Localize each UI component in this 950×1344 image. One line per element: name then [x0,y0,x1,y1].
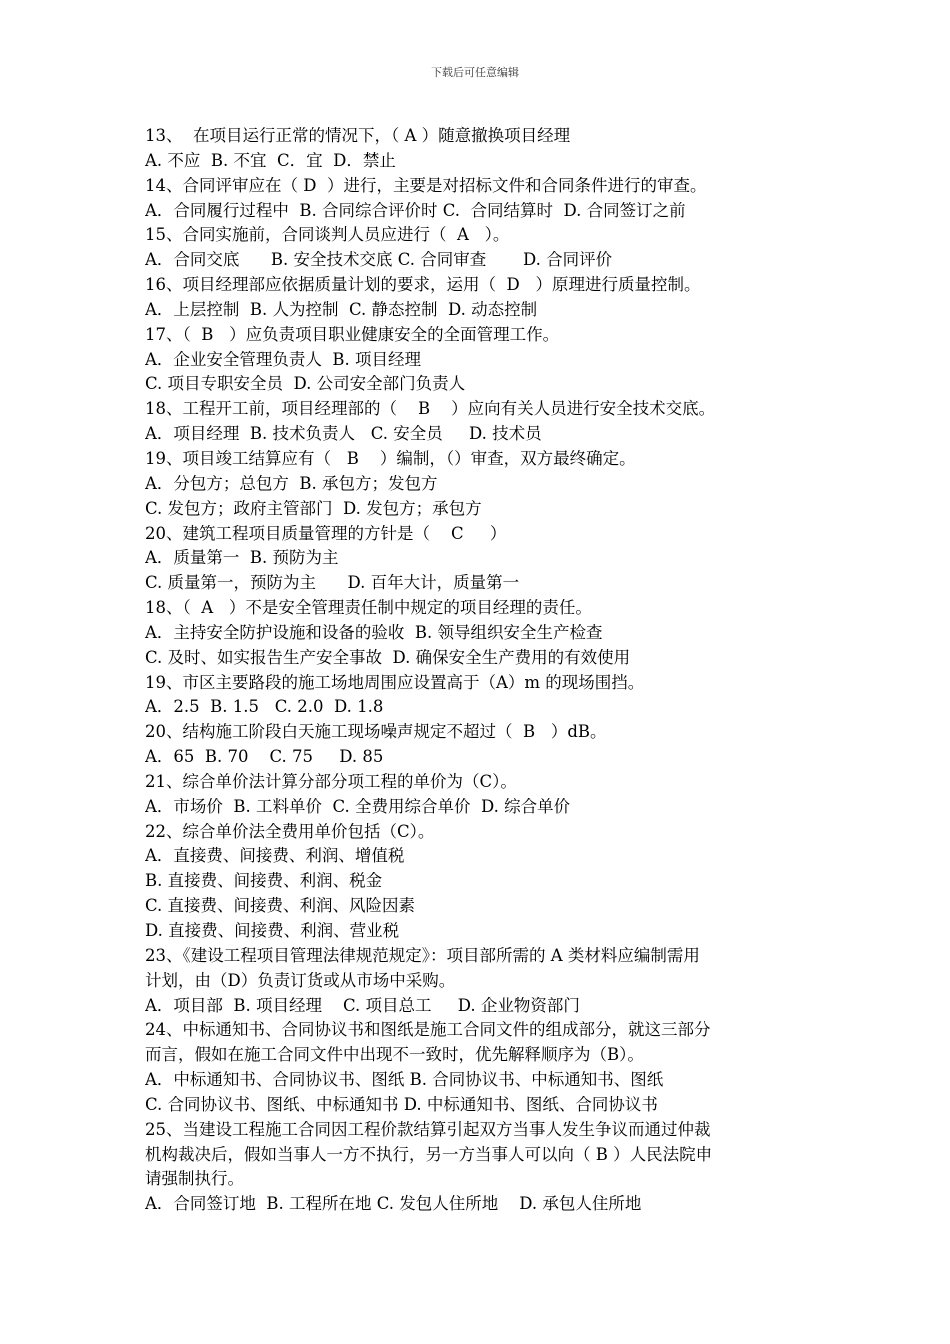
text-line: A．企业安全管理负责人 B. 项目经理 [145,349,422,369]
text-line: 21、综合单价法计算分部分项工程的单价为（C）。 [145,771,517,791]
text-line: 16、项目经理部应依据质量计划的要求，运用（ D ）原理进行质量控制。 [145,275,701,295]
text-line: A．质量第一 B. 预防为主 [145,548,339,568]
text-line: 23、《建设工程项目管理法律规范规定》：项目部所需的 A 类材料应编制需用 [145,945,700,965]
text-line: C. 发包方；政府主管部门 D. 发包方；承包方 [145,498,482,518]
text-line: 20、结构施工阶段白天施工现场噪声规定不超过（ B ）dB。 [145,722,607,742]
text-line: A. 不应 B. 不宜 C．宜 D．禁止 [145,150,396,170]
text-line: 请强制执行。 [145,1169,244,1189]
text-line: 17、（ B ）应负责项目职业健康安全的全面管理工作。 [145,324,560,344]
text-line: B. 直接费、间接费、利润、税金 [145,871,383,891]
page-header: 下载后可任意编辑 [431,66,519,79]
text-line: 20、建筑工程项目质量管理的方针是（ C ） [145,523,507,543]
text-line: C. 项目专职安全员 D. 公司安全部门负责人 [145,374,466,394]
text-line: A．市场价 B. 工料单价 C. 全费用综合单价 D. 综合单价 [145,796,571,816]
text-line: 19、项目竣工结算应有（ B ）编制，（）审查，双方最终确定。 [145,448,636,468]
text-line: C. 质量第一，预防为主 D. 百年大计，质量第一 [145,573,520,593]
text-line: D. 直接费、间接费、利润、营业税 [145,921,400,940]
text-line: 18、（ A ）不是安全管理责任制中规定的项目经理的责任。 [145,598,592,618]
text-line: 14、合同评审应在（ D ）进行，主要是对招标文件和合同条件进行的审查。 [145,175,707,195]
text-line: 22、综合单价法全费用单价包括（C）。 [145,821,435,841]
text-line: 计划，由（D）负责订货或从市场中采购。 [145,970,456,990]
text-line: A．合同交底 B. 安全技术交底 C. 合同审查 D. 合同评价 [145,250,613,270]
text-line: 而言，假如在施工合同文件中出现不一致时，优先解释顺序为（B）。 [145,1045,644,1065]
text-line: A．合同签订地 B. 工程所在地 C. 发包人住所地 D. 承包人住所地 [145,1194,642,1214]
text-line: A．中标通知书、合同协议书、图纸 B. 合同协议书、中标通知书、图纸 [145,1070,664,1090]
text-line: C. 直接费、间接费、利润、风险因素 [145,896,416,916]
text-line: A．65 B. 70 C. 75 D. 85 [145,747,384,767]
text-line: A．直接费、间接费、利润、增值税 [145,846,405,866]
text-line: 18、工程开工前，项目经理部的（ B ）应向有关人员进行安全技术交底。 [145,399,716,419]
text-line: A．项目经理 B. 技术负责人 C. 安全员 D. 技术员 [145,424,542,444]
text-line: C. 合同协议书、图纸、中标通知书 D. 中标通知书、图纸、合同协议书 [145,1094,658,1114]
text-line: A．项目部 B. 项目经理 C. 项目总工 D. 企业物资部门 [145,995,580,1015]
text-line: A．主持安全防护设施和设备的验收 B. 领导组织安全生产检查 [145,622,603,642]
text-line: C. 及时、如实报告生产安全事故 D. 确保安全生产费用的有效使用 [145,647,631,667]
text-line: A．合同履行过程中 B. 合同综合评价时 C. 合同结算时 D. 合同签订之前 [145,200,686,220]
text-line: A．2.5 B. 1.5 C. 2.0 D. 1.8 [145,697,384,717]
text-line: A．分包方；总包方 B. 承包方；发包方 [145,473,438,493]
text-line: 机构裁决后，假如当事人一方不执行，另一方当事人可以向（ B ）人民法院申 [145,1144,713,1164]
text-line: 24、中标通知书、合同协议书和图纸是施工合同文件的组成部分，就这三部分 [145,1020,711,1040]
question-list [145,124,825,1217]
text-line: 13、 在项目运行正常的情况下，（ A ）随意撤换项目经理 [145,126,571,145]
text-line: 15、合同实施前，合同谈判人员应进行（ A ）。 [145,225,510,245]
text-line: 19、市区主要路段的施工场地周围应设置高于（A）m 的现场围挡。 [145,672,645,692]
text-line: 25、当建设工程施工合同因工程价款结算引起双方当事人发生争议而通过仲裁 [145,1119,711,1139]
text-line: A．上层控制 B. 人为控制 C. 静态控制 D. 动态控制 [145,299,538,319]
